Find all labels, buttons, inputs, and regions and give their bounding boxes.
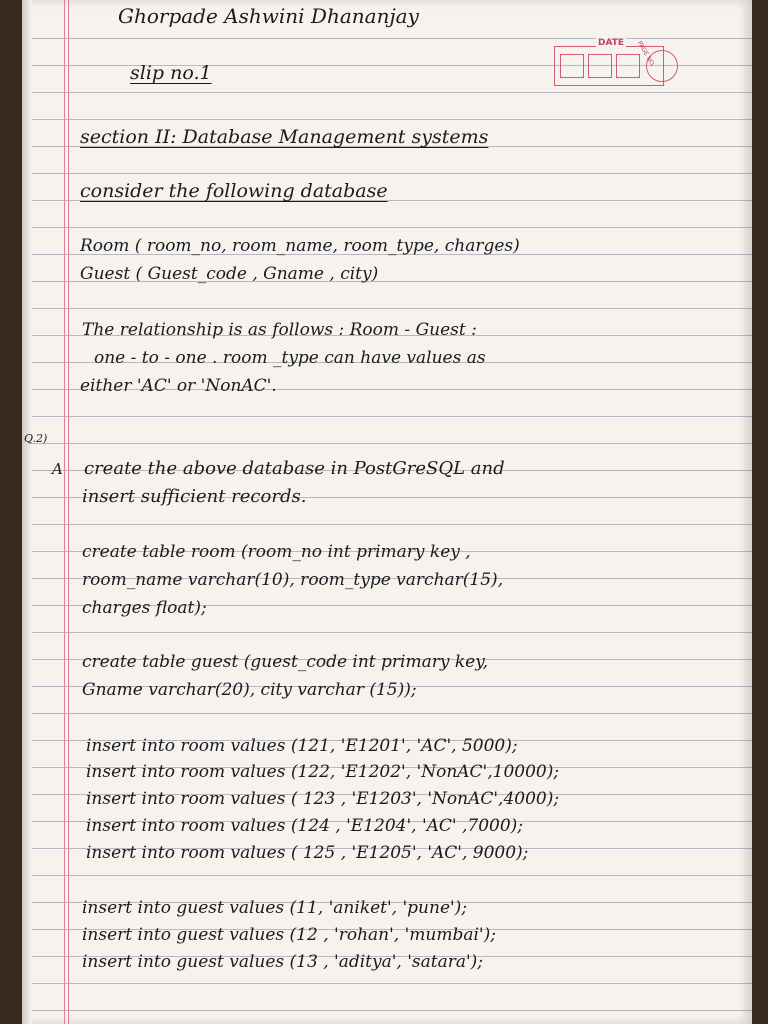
relationship-line-3: either 'AC' or 'NonAC'.: [80, 376, 277, 396]
schema-room: Room ( room_no, room_name, room_type, charges): [80, 236, 520, 256]
insert-room-line: insert into room values ( 125 , 'E1205', 'AC', 9000);: [86, 843, 529, 863]
insert-room-line: insert into room values (121, 'E1201', 'AC', 5000);: [86, 736, 518, 756]
stamp-box: [616, 54, 640, 78]
create-room-line-2: room_name varchar(10), room_type varchar(15),: [82, 570, 504, 590]
question-part: A: [52, 460, 63, 478]
section-intro: consider the following database: [80, 180, 388, 202]
insert-guest-line: insert into guest values (11, 'aniket', 'pune');: [82, 898, 468, 918]
section-title: section II: Database Management systems: [80, 126, 489, 148]
page-binding: [22, 0, 32, 1024]
student-name: Ghorpade Ashwini Dhananjay: [118, 4, 419, 28]
question-line-1: create the above database in PostGreSQL and: [84, 458, 505, 479]
relationship-line-1: The relationship is as follows : Room - Guest :: [82, 320, 477, 340]
create-guest-line-2: Gname varchar(20), city varchar (15));: [82, 680, 417, 700]
question-number: Q.2): [24, 432, 48, 445]
notebook-page: [22, 0, 752, 1024]
question-line-2: insert sufficient records.: [82, 486, 307, 507]
relationship-line-2: one - to - one . room _type can have values as: [94, 348, 486, 368]
date-stamp: [554, 38, 678, 88]
insert-guest-line: insert into guest values (12 , 'rohan', 'mumbai');: [82, 925, 496, 945]
schema-guest: Guest ( Guest_code , Gname , city): [80, 264, 379, 284]
create-guest-line-1: create table guest (guest_code int primary key,: [82, 652, 488, 672]
stamp-box: [560, 54, 584, 78]
margin-line: [64, 0, 65, 1024]
stamp-page-label: PAGE NO.: [635, 40, 657, 69]
stamp-date-label: DATE: [598, 38, 625, 48]
stamp-box: [588, 54, 612, 78]
slip-number: slip no.1: [130, 62, 212, 84]
insert-guest-line: insert into guest values (13 , 'aditya', 'satara');: [82, 952, 484, 972]
insert-room-line: insert into room values (124 , 'E1204', 'AC' ,7000);: [86, 816, 524, 836]
insert-room-line: insert into room values (122, 'E1202', 'NonAC',10000);: [86, 762, 560, 782]
insert-room-line: insert into room values ( 123 , 'E1203', 'NonAC',4000);: [86, 789, 560, 809]
create-room-line-1: create table room (room_no int primary key ,: [82, 542, 471, 562]
margin-line: [68, 0, 69, 1024]
create-room-line-3: charges float);: [82, 598, 207, 618]
